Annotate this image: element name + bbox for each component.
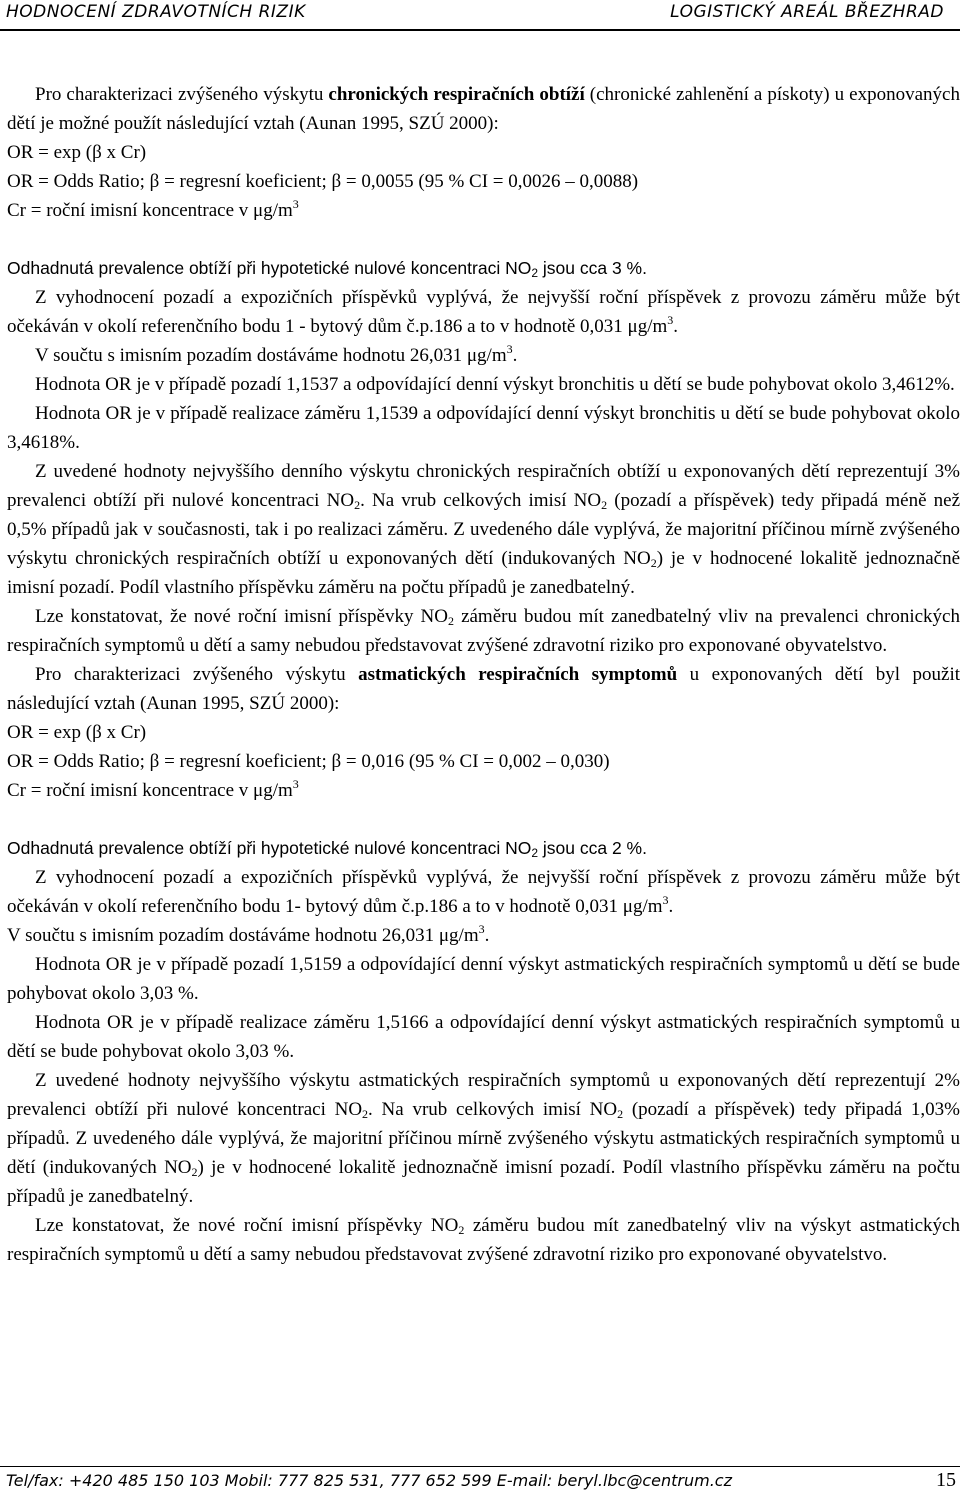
s2-or-background: Hodnota OR je v případě pozadí 1,5159 a odpovídající denní výskyt astmatických respiračních symptomů u dětí se bude pohybovat okolo 3,03 %. bbox=[7, 954, 960, 1004]
s1-or-definition: OR = Odds Ratio; β = regresní koeficient; β = 0,0055 (95 % CI = 0,0026 – 0,0088) bbox=[7, 171, 639, 192]
s1-formula: OR = exp (β x Cr) bbox=[7, 142, 147, 163]
header-divider bbox=[0, 29, 960, 31]
s2-formula: OR = exp (β x Cr) bbox=[7, 722, 147, 743]
page-header bbox=[0, 0, 960, 30]
s1-intro: Pro charakterizaci zvýšeného výskytu chronických respiračních obtíží (chronické zahlenění a pískoty) u exponovaných dětí je možné použít následující vztah (Aunan 1995, SZÚ 2000): bbox=[7, 84, 960, 134]
footer-contact: Tel/fax: +420 485 150 103 Mobil: 777 825 531, 777 652 599 E-mail: beryl.lbc@centrum.cz bbox=[6, 1471, 732, 1490]
header-right: LOGISTICKÝ AREÁL BŘEZHRAD bbox=[670, 2, 944, 22]
header-left: HODNOCENÍ ZDRAVOTNÍCH RIZIK bbox=[6, 2, 306, 22]
document-body bbox=[7, 80, 960, 1269]
s1-conclusion: Z uvedené hodnoty nejvyššího denního výskytu chronických respiračních obtíží u exponovaných dětí reprezentují 3% prevalenci obtíží při nulové koncentraci $NO_2$. Na vrub celkových imisí $NO_2$ (pozadí a příspěvek) tedy připadá méně než 0,5% případů jak v současnosti, tak i po realizaci záměru. Z uvedeného dále vyplývá, že majoritní příčinou mírně zvýšeného výskytu chronických respiračních obtíží u exponovaných dětí (indukovaných $NO_2$) je v hodnocené lokalitě jednoznačně imisní pozadí. Podíl vlastního příspěvku záměru na počtu případů je zanedbatelný. bbox=[7, 461, 960, 598]
s1-cr-definition: Cr = roční imisní koncentrace v $\mu g/m^3$ bbox=[7, 197, 299, 221]
footer-divider bbox=[0, 1466, 960, 1467]
s2-intro: Pro charakterizaci zvýšeného výskytu astmatických respiračních symptomů u exponovaných dětí byl použit následující vztah (Aunan 1995, SZÚ 2000): bbox=[7, 664, 960, 714]
s2-final: Lze konstatovat, že nové roční imisní příspěvky $NO_2$ záměru budou mít zanedbatelný vliv na výskyt astmatických respiračních symptomů u dětí a samy nebudou představovat zvýšené zdravotní riziko pro exponované obyvatelstvo. bbox=[7, 1215, 960, 1265]
s2-sum: V součtu s imisním pozadím dostáváme hodnotu 26,031 $\mu g/m^3$. bbox=[7, 922, 490, 946]
s2-or-realization: Hodnota OR je v případě realizace záměru 1,5166 a odpovídající denní výskyt astmatických respiračních symptomů u dětí se bude pohybovat okolo 3,03 %. bbox=[7, 1012, 960, 1062]
s2-cr-definition: Cr = roční imisní koncentrace v $\mu g/m^3$ bbox=[7, 777, 299, 801]
page-footer bbox=[6, 1471, 956, 1490]
page-number: 15 bbox=[936, 1469, 956, 1491]
s1-contribution: Z vyhodnocení pozadí a expozičních příspěvků vyplývá, že nejvyšší roční příspěvek z provozu záměru může být očekáván v okolí referenčního bodu 1 - bytový dům č.p.186 a to v hodnotě 0,031 $\mu g/m^3$. bbox=[7, 287, 960, 337]
s1-or-background: Hodnota OR je v případě pozadí 1,1537 a odpovídající denní výskyt bronchitis u dětí se bude pohybovat okolo 3,4612%. bbox=[35, 374, 955, 395]
s2-conclusion: Z uvedené hodnoty nejvyššího výskytu astmatických respiračních symptomů u exponovaných dětí reprezentují 2% prevalenci obtíží při nulové koncentraci $NO_2$. Na vrub celkových imisí $NO_2$ (pozadí a příspěvek) tedy připadá 1,03% případů. Z uvedeného dále vyplývá, že majoritní příčinou mírně zvýšeného výskytu astmatických respiračních symptomů u dětí (indukovaných $NO_2$) je v hodnocené lokalitě jednoznačně imisní pozadí. Podíl vlastního příspěvku záměru na počtu případů je zanedbatelný. bbox=[7, 1070, 960, 1207]
s1-prevalence: Odhadnutá prevalence obtíží při hypotetické nulové koncentraci $NO_2$ jsou cca 3 %. bbox=[7, 258, 647, 280]
s2-contribution: Z vyhodnocení pozadí a expozičních příspěvků vyplývá, že nejvyšší roční příspěvek z provozu záměru může být očekáván v okolí referenčního bodu 1- bytový dům č.p.186 a to v hodnotě 0,031 $\mu g/m^3$. bbox=[7, 867, 960, 917]
s2-or-definition: OR = Odds Ratio; β = regresní koeficient; β = 0,016 (95 % CI = 0,002 – 0,030) bbox=[7, 751, 610, 772]
s1-final: Lze konstatovat, že nové roční imisní příspěvky $NO_2$ záměru budou mít zanedbatelný vliv na prevalenci chronických respiračních symptomů u dětí a samy nebudou představovat zvýšené zdravotní riziko pro exponované obyvatelstvo. bbox=[7, 606, 960, 656]
s1-sum: V součtu s imisním pozadím dostáváme hodnotu 26,031 $\mu g/m^3$. bbox=[35, 342, 518, 366]
s1-or-realization: Hodnota OR je v případě realizace záměru 1,1539 a odpovídající denní výskyt bronchitis u dětí se bude pohybovat okolo 3,4618%. bbox=[7, 403, 960, 453]
s2-prevalence: Odhadnutá prevalence obtíží při hypotetické nulové koncentraci $NO_2$ jsou cca 2 %. bbox=[7, 838, 647, 860]
